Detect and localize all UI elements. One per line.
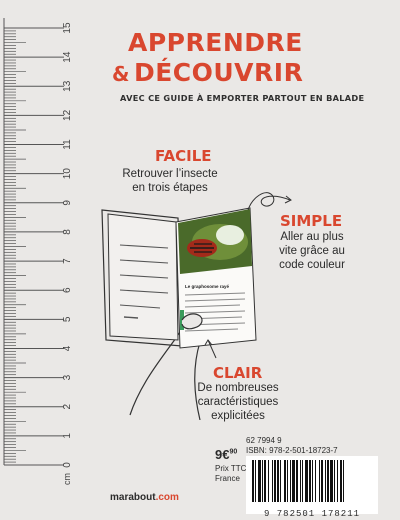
barcode-bar xyxy=(334,460,335,502)
barcode-bar xyxy=(312,460,313,502)
ruler xyxy=(0,0,90,520)
clair-title: CLAIR xyxy=(213,364,263,382)
ruler-label: 1 xyxy=(62,433,73,439)
barcode-bar xyxy=(255,460,256,502)
ruler-label: 12 xyxy=(62,109,73,121)
price-label: Prix TTC xyxy=(215,464,247,473)
clair-line-2: caractéristiques xyxy=(197,396,279,408)
barcode-bar xyxy=(280,460,281,502)
isbn: ISBN: 978-2-501-18723-7 xyxy=(246,446,338,455)
brand-domain: .com xyxy=(155,492,179,503)
ruler-label: 7 xyxy=(62,258,73,264)
barcode-bars xyxy=(246,456,378,504)
ruler-label: 0 xyxy=(62,462,73,468)
barcode-bar xyxy=(337,460,338,502)
ruler-unit: cm xyxy=(62,473,72,485)
price-cents: 90 xyxy=(229,448,238,456)
simple-title: SIMPLE xyxy=(280,212,343,230)
ruler-label: 3 xyxy=(62,374,73,381)
barcode-bar xyxy=(268,460,269,502)
barcode-bar xyxy=(321,460,323,502)
simple-line-2: vite grâce au xyxy=(279,245,345,257)
ruler-label: 10 xyxy=(62,168,73,180)
barcode-digits: 9 782501 178211 xyxy=(263,509,360,519)
headline-apprendre: APPRENDRE xyxy=(128,28,303,57)
headline-decouvrir-text: DÉCOUVRIR xyxy=(133,58,304,87)
brand-name: marabout xyxy=(110,492,156,503)
price xyxy=(215,447,237,462)
headline-ampersand: & xyxy=(112,62,130,86)
barcode-bar xyxy=(343,460,344,502)
barcode-bar xyxy=(284,460,286,502)
facile-title: FACILE xyxy=(155,147,212,165)
ruler-label: 8 xyxy=(62,229,73,235)
book-page-heading: Le graphosome rayé xyxy=(185,284,230,289)
barcode-bar xyxy=(327,460,329,502)
simple-line-3: code couleur xyxy=(279,259,345,271)
barcode-bar xyxy=(277,460,279,502)
ruler-label: 2 xyxy=(62,403,73,410)
barcode-bar xyxy=(325,460,326,502)
ruler-label: 4 xyxy=(62,345,73,352)
barcode-bar xyxy=(264,460,266,502)
clair-line-3: explicitées xyxy=(211,410,265,422)
simple-line-1: Aller au plus xyxy=(280,231,344,243)
barcode-bar xyxy=(305,460,308,502)
ruler-label: 9 xyxy=(62,200,73,206)
facile-line-2: en trois étapes xyxy=(132,182,208,194)
barcode-bar xyxy=(290,460,291,502)
barcode-bar xyxy=(274,460,276,502)
book-illustration xyxy=(90,190,300,420)
barcode-bar xyxy=(330,460,333,502)
barcode-bar xyxy=(319,460,320,502)
facile-line-1: Retrouver l’insecte xyxy=(122,168,218,180)
clair-line-1: De nombreuses xyxy=(197,382,279,394)
barcode-bar xyxy=(309,460,311,502)
tagline: AVEC CE GUIDE À EMPORTER PARTOUT EN BALADE xyxy=(120,93,365,103)
barcode-bar xyxy=(340,460,342,502)
barcode-bar xyxy=(296,460,298,502)
product-reference: 62 7994 9 xyxy=(246,436,282,445)
barcode-bar xyxy=(252,460,254,502)
barcode-bar xyxy=(262,460,263,502)
publisher-logo xyxy=(110,492,179,503)
barcode-bar xyxy=(315,460,316,502)
barcode-bar xyxy=(287,460,288,502)
price-country: France xyxy=(215,474,240,483)
ruler-label: 13 xyxy=(62,80,73,92)
barcode-bar xyxy=(272,460,273,502)
ruler-label: 6 xyxy=(62,287,73,293)
barcode-bar xyxy=(302,460,303,502)
book-left-page xyxy=(108,214,178,340)
barcode-bar xyxy=(292,460,295,502)
ruler-label: 14 xyxy=(62,51,73,63)
ruler-label: 11 xyxy=(62,139,73,150)
barcode xyxy=(246,456,378,519)
ruler-label: 15 xyxy=(62,22,73,34)
barcode-bar xyxy=(300,460,301,502)
barcode-bar xyxy=(258,460,261,502)
ruler-label: 5 xyxy=(62,316,73,323)
headline-decouvrir xyxy=(112,58,303,87)
price-amount: 9€ xyxy=(215,447,230,462)
